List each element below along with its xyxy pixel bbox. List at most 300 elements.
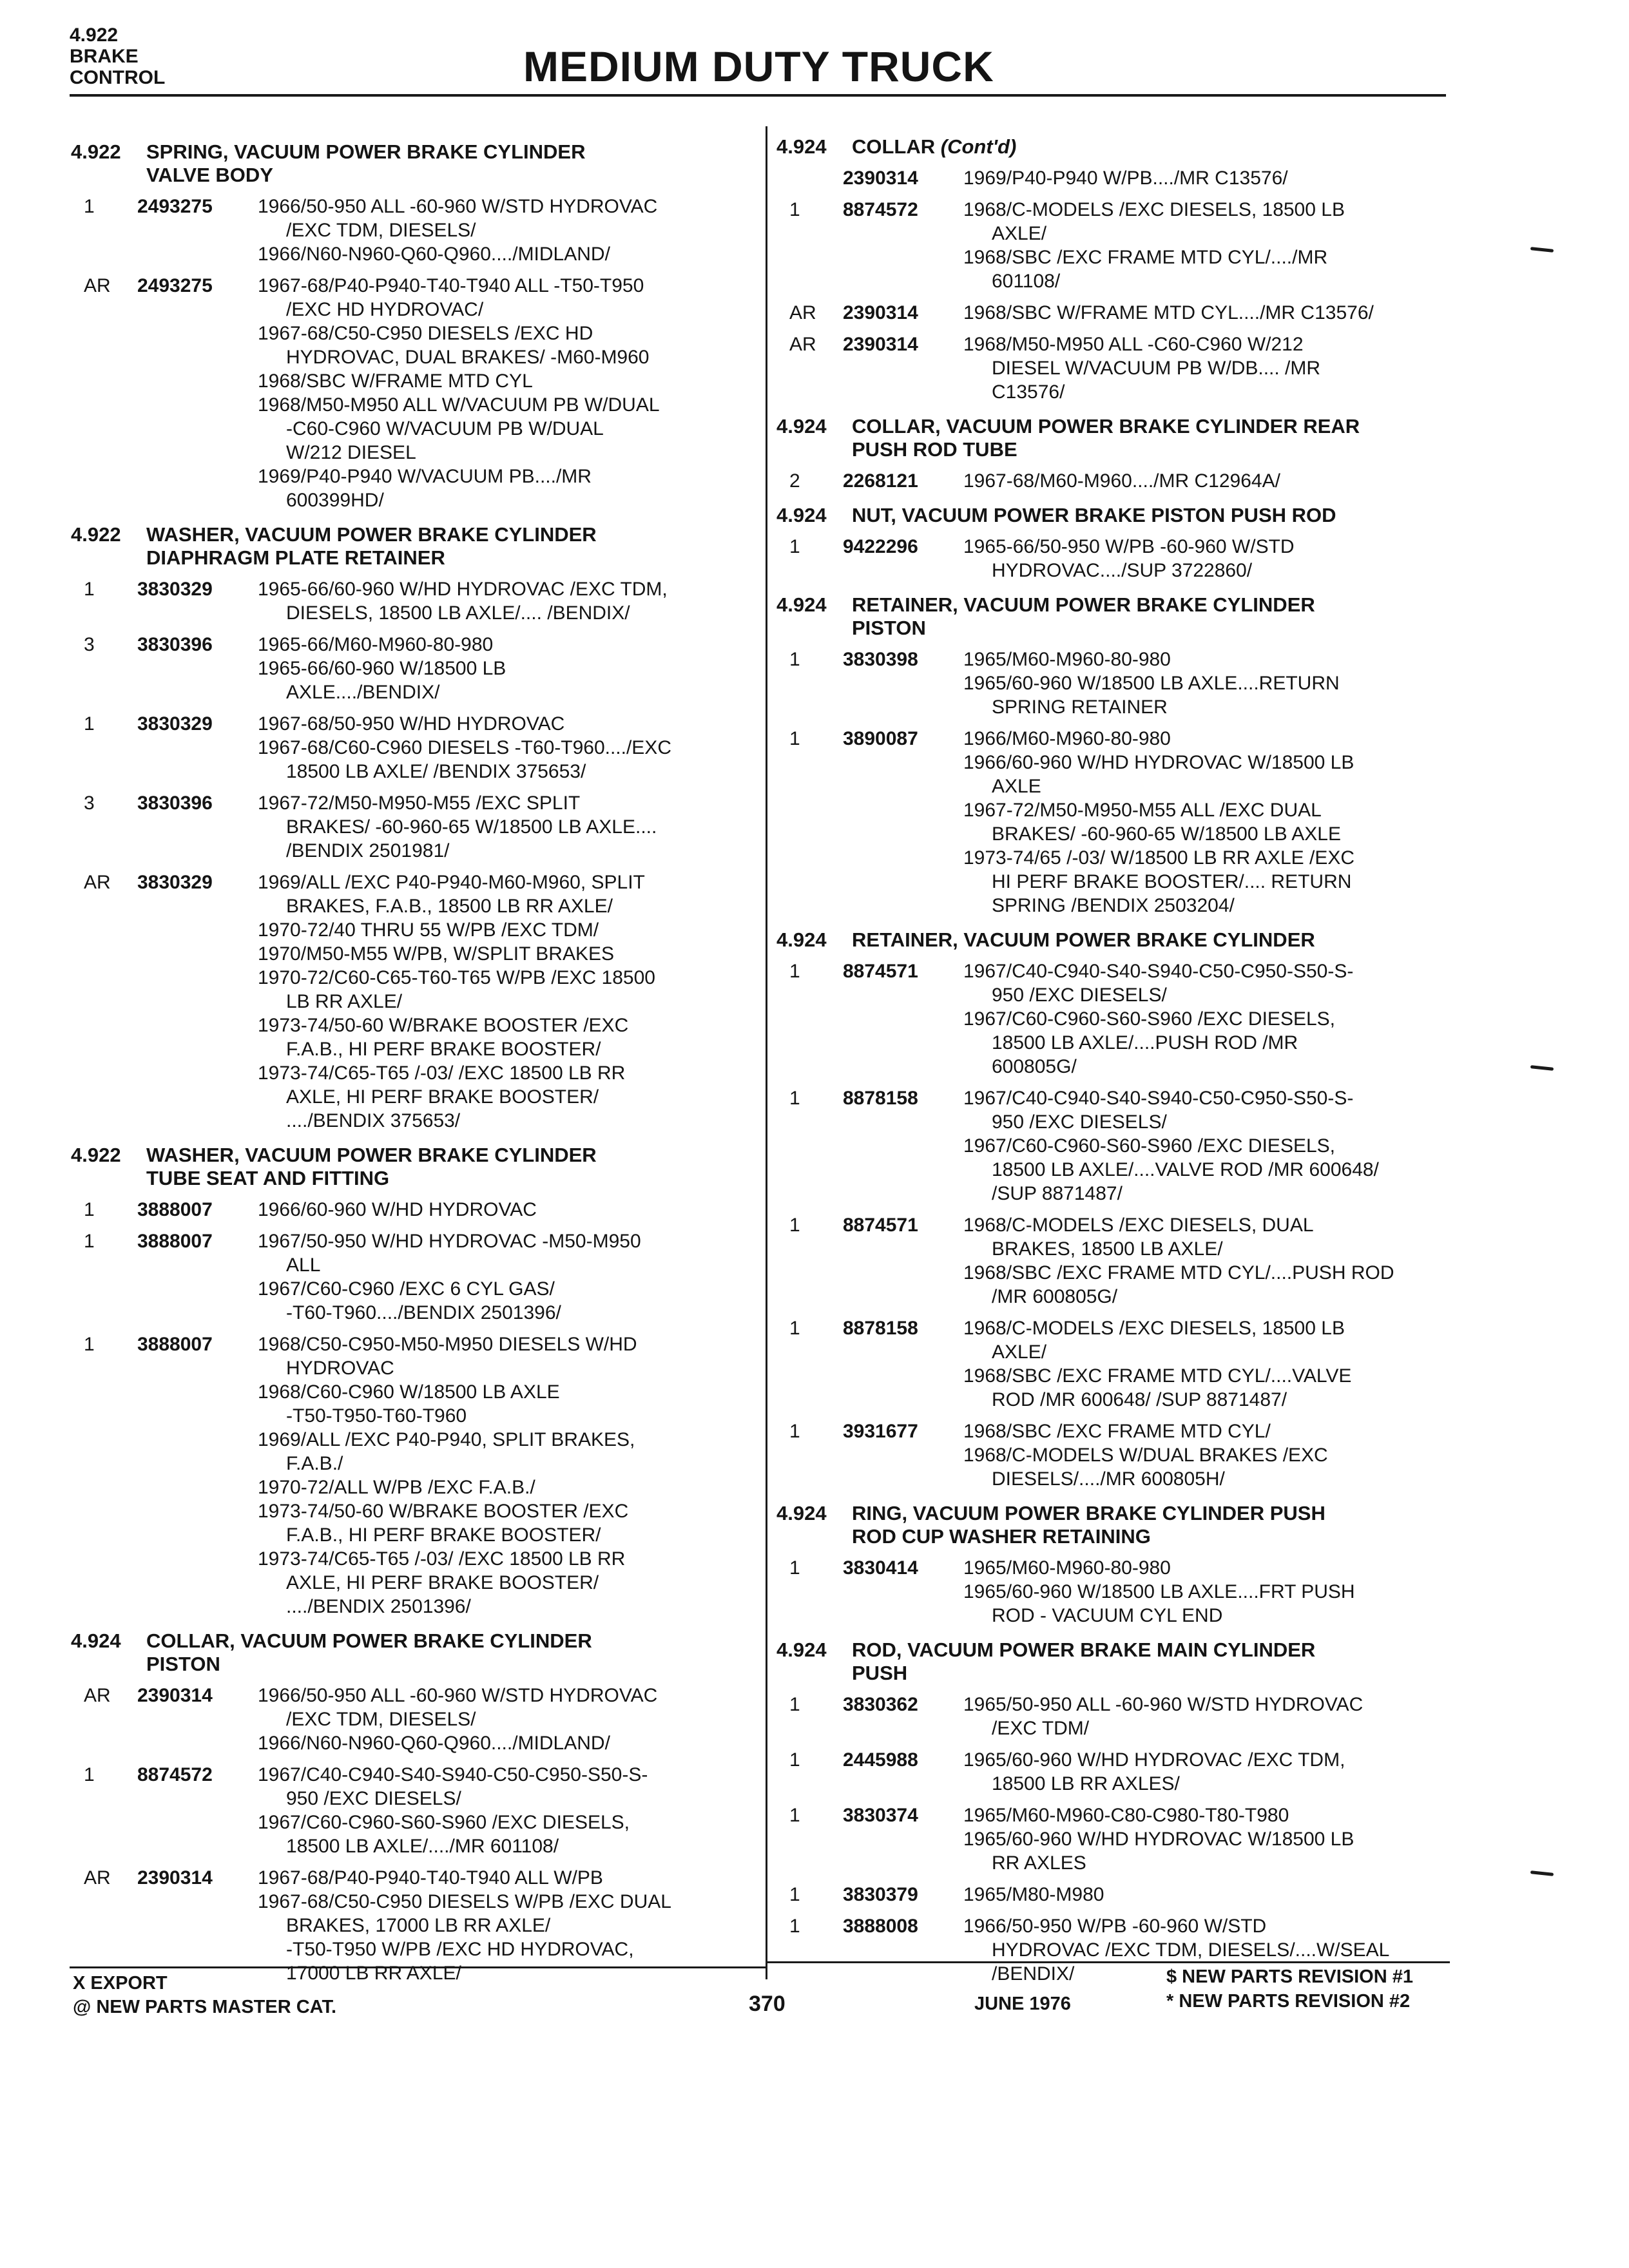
part-quantity: 1 <box>789 1421 800 1442</box>
section-name <box>71 523 760 570</box>
application-line: -C60-C960 W/VACUUM PB W/DUAL <box>286 418 604 439</box>
part-entry <box>71 712 760 783</box>
part-application <box>963 1316 1472 1412</box>
application-line: 1968/SBC /EXC FRAME MTD CYL/..../MR <box>963 247 1328 268</box>
application-line: 1968/C-MODELS /EXC DIESELS, 18500 LB <box>963 1318 1345 1339</box>
part-application <box>258 274 760 512</box>
application-line: 1970/M50-M55 W/PB, W/SPLIT BRAKES <box>258 943 614 965</box>
application-line: -T50-T950 W/PB /EXC HD HYDROVAC, <box>286 1939 634 1960</box>
part-quantity: 3 <box>84 634 95 655</box>
part-number: 2390314 <box>137 1685 213 1706</box>
part-entry <box>776 1556 1472 1628</box>
part-application <box>258 1866 760 1985</box>
application-line: BRAKES, F.A.B., 18500 LB RR AXLE/ <box>286 896 613 917</box>
application-line: 1967-68/C50-C950 DIESELS /EXC HD <box>258 323 593 344</box>
part-quantity: 1 <box>789 1215 800 1236</box>
section-number: 4.924 <box>776 135 827 158</box>
application-line: 18500 LB AXLE/....VALVE ROD /MR 600648/ <box>992 1159 1379 1180</box>
section-name-line: TUBE SEAT AND FITTING <box>146 1167 390 1189</box>
margin-mark <box>1530 1065 1554 1071</box>
application-line: /BENDIX/ <box>992 1963 1075 1984</box>
column-divider <box>766 126 767 1979</box>
left-column <box>71 140 760 1985</box>
application-line: AXLE, HI PERF BRAKE BOOSTER/ <box>286 1572 599 1593</box>
part-application <box>963 301 1472 325</box>
section-name <box>776 504 1472 527</box>
application-line: 1968/SBC /EXC FRAME MTD CYL/....PUSH ROD <box>963 1262 1394 1283</box>
part-number: 3931677 <box>843 1421 918 1442</box>
part-quantity: 1 <box>789 1749 800 1771</box>
application-line: 1967-72/M50-M950-M55 ALL /EXC DUAL <box>963 800 1322 821</box>
publication-date: JUNE 1976 <box>974 1994 1071 2014</box>
application-line: W/212 DIESEL <box>286 442 416 463</box>
application-line: 1965/60-960 W/18500 LB AXLE....RETURN <box>963 673 1340 694</box>
application-line: SPRING RETAINER <box>992 697 1168 718</box>
part-application <box>258 1332 760 1619</box>
application-line: 1965/M80-M980 <box>963 1884 1104 1905</box>
section-number: 4.922 <box>71 140 121 163</box>
section-heading <box>71 523 760 570</box>
header-rule <box>70 94 1446 97</box>
part-quantity: 1 <box>789 1805 800 1826</box>
part-number: 3888007 <box>137 1199 213 1220</box>
application-line: 1967/C60-C960-S60-S960 /EXC DIESELS, <box>963 1008 1335 1030</box>
application-line: F.A.B./ <box>286 1453 343 1474</box>
application-line: LB RR AXLE/ <box>286 991 403 1012</box>
part-quantity: AR <box>789 334 816 355</box>
section-name-line: WASHER, VACUUM POWER BRAKE CYLINDER <box>146 1144 597 1166</box>
part-entry <box>776 1316 1472 1412</box>
part-entry <box>776 648 1472 719</box>
part-application <box>258 1198 760 1222</box>
application-line: DIESEL W/VACUUM PB W/DB.... /MR <box>992 358 1321 379</box>
part-application <box>963 1213 1472 1309</box>
section-name-line: ROD CUP WASHER RETAINING <box>852 1525 1151 1548</box>
application-line: 1968/C60-C960 W/18500 LB AXLE <box>258 1381 560 1403</box>
application-line: 1967/C60-C960-S60-S960 /EXC DIESELS, <box>258 1812 630 1833</box>
application-line: 1966/N60-N960-Q60-Q960..../MIDLAND/ <box>258 244 610 265</box>
application-line: 1967-68/50-950 W/HD HYDROVAC <box>258 713 565 735</box>
application-line: 1973-74/C65-T65 /-03/ /EXC 18500 LB RR <box>258 1548 626 1570</box>
section-heading <box>71 1144 760 1190</box>
part-entry <box>71 1332 760 1619</box>
part-number: 2268121 <box>843 470 918 492</box>
parts-section <box>776 928 1472 1491</box>
section-number: 4.922 <box>71 1144 121 1166</box>
part-application <box>963 198 1472 293</box>
section-name <box>776 593 1472 640</box>
parts-section <box>71 140 760 512</box>
application-line: 1967-68/P40-P940-T40-T940 ALL W/PB <box>258 1867 603 1888</box>
part-number: 2390314 <box>843 302 918 323</box>
application-line: ROD /MR 600648/ /SUP 8871487/ <box>992 1389 1287 1410</box>
part-number: 3888007 <box>137 1231 213 1252</box>
parts-section <box>71 523 760 1133</box>
application-line: 600399HD/ <box>286 490 384 511</box>
application-line: 1965/M60-M960-80-980 <box>963 1557 1171 1579</box>
application-line: BRAKES, 18500 LB AXLE/ <box>992 1238 1223 1260</box>
part-entry <box>776 1419 1472 1491</box>
section-name-line: NUT, VACUUM POWER BRAKE PISTON PUSH ROD <box>852 504 1336 526</box>
part-application <box>963 1803 1472 1875</box>
part-quantity: AR <box>789 302 816 323</box>
section-number: 4.924 <box>776 593 827 616</box>
application-line: 1965-66/50-950 W/PB -60-960 W/STD <box>963 536 1295 557</box>
application-line: 1967-68/M60-M960..../MR C12964A/ <box>963 470 1280 492</box>
application-line: 18500 LB AXLE/....PUSH ROD /MR <box>992 1032 1298 1053</box>
application-line: 1965-66/60-960 W/18500 LB <box>258 658 506 679</box>
application-line: SPRING /BENDIX 2503204/ <box>992 895 1235 916</box>
part-number: 8874572 <box>137 1764 213 1785</box>
part-application <box>963 1693 1472 1740</box>
part-number: 3830329 <box>137 713 213 735</box>
part-application <box>963 469 1472 493</box>
application-line: 1965/M60-M960-80-980 <box>963 649 1171 670</box>
application-line: ALL <box>286 1254 321 1276</box>
part-quantity: 1 <box>789 1916 800 1937</box>
footer-master-cat-note: @ NEW PARTS MASTER CAT. <box>73 1997 337 2017</box>
part-number: 8878158 <box>843 1088 918 1109</box>
part-application <box>963 332 1472 404</box>
part-quantity: 1 <box>789 1088 800 1109</box>
section-name-line: VALVE BODY <box>146 164 273 186</box>
parts-section <box>71 1629 760 1985</box>
part-application <box>963 535 1472 582</box>
part-application <box>963 1556 1472 1628</box>
section-heading <box>776 593 1472 640</box>
application-line: DIESELS, 18500 LB AXLE/.... /BENDIX/ <box>286 602 630 624</box>
part-quantity: AR <box>84 1685 111 1706</box>
application-line: 1967/C40-C940-S40-S940-C50-C950-S50-S- <box>963 1088 1354 1109</box>
application-line: 1973-74/50-60 W/BRAKE BOOSTER /EXC <box>258 1015 629 1036</box>
application-line: 1966/N60-N960-Q60-Q960..../MIDLAND/ <box>258 1733 610 1754</box>
application-line: 1967/C60-C960 /EXC 6 CYL GAS/ <box>258 1278 555 1300</box>
part-entry <box>71 1198 760 1222</box>
part-number: 3888007 <box>137 1334 213 1355</box>
parts-section <box>776 504 1472 582</box>
section-name-line: SPRING, VACUUM POWER BRAKE CYLINDER <box>146 140 586 163</box>
part-application <box>258 577 760 625</box>
section-heading <box>776 1639 1472 1685</box>
application-line: 1966/M60-M960-80-980 <box>963 728 1171 749</box>
part-application <box>963 959 1472 1079</box>
application-line: C13576/ <box>992 381 1065 403</box>
application-line: 1973-74/50-60 W/BRAKE BOOSTER /EXC <box>258 1501 629 1522</box>
application-line: /EXC TDM, DIESELS/ <box>286 220 476 241</box>
revision-1-note: $ NEW PARTS REVISION #1 <box>1166 1966 1413 1987</box>
application-line: AXLE/ <box>992 1341 1047 1363</box>
part-application <box>963 1748 1472 1796</box>
part-entry <box>776 301 1472 325</box>
part-quantity: 1 <box>84 1764 95 1785</box>
parts-section <box>71 1144 760 1619</box>
part-number: 8878158 <box>843 1318 918 1339</box>
application-line: 17000 LB RR AXLE/ <box>286 1963 461 1984</box>
part-application <box>258 870 760 1133</box>
application-line: 600805G/ <box>992 1056 1077 1077</box>
part-number: 3830329 <box>137 579 213 600</box>
part-application <box>258 1684 760 1755</box>
application-line: 1970-72/40 THRU 55 W/PB /EXC TDM/ <box>258 919 599 941</box>
application-line: 1968/SBC /EXC FRAME MTD CYL/ <box>963 1421 1271 1442</box>
part-application <box>963 648 1472 719</box>
part-quantity: 1 <box>84 1199 95 1220</box>
application-line: HI PERF BRAKE BOOSTER/.... RETURN <box>992 871 1352 892</box>
application-line: /MR 600805G/ <box>992 1286 1118 1307</box>
section-number: 4.924 <box>71 1629 121 1652</box>
application-line: F.A.B., HI PERF BRAKE BOOSTER/ <box>286 1524 601 1546</box>
application-line: HYDROVAC, DUAL BRAKES/ -M60-M960 <box>286 347 650 368</box>
section-name-line: PUSH ROD TUBE <box>852 438 1017 461</box>
application-line: F.A.B., HI PERF BRAKE BOOSTER/ <box>286 1039 601 1060</box>
parts-section <box>776 415 1472 493</box>
section-code <box>70 24 165 88</box>
application-line: 950 /EXC DIESELS/ <box>992 985 1167 1006</box>
part-entry <box>71 274 760 512</box>
part-number: 3830329 <box>137 872 213 893</box>
part-number: 3830374 <box>843 1805 918 1826</box>
application-line: -T60-T960..../BENDIX 2501396/ <box>286 1302 561 1323</box>
section-code-line-3: CONTROL <box>70 67 166 88</box>
part-number: 3888008 <box>843 1916 918 1937</box>
application-line: 1969/ALL /EXC P40-P940-M60-M960, SPLIT <box>258 872 645 893</box>
application-line: 1965/60-960 W/HD HYDROVAC W/18500 LB <box>963 1829 1354 1850</box>
part-quantity: AR <box>84 1867 111 1888</box>
application-line: 1970-72/C60-C65-T60-T65 W/PB /EXC 18500 <box>258 967 655 988</box>
section-name-line: COLLAR, VACUUM POWER BRAKE CYLINDER <box>146 1629 592 1652</box>
section-heading <box>776 504 1472 527</box>
part-number: 2493275 <box>137 275 213 296</box>
parts-section <box>776 1502 1472 1628</box>
application-line: /EXC HD HYDROVAC/ <box>286 299 484 320</box>
application-line: 601108/ <box>992 271 1061 292</box>
part-entry <box>776 1883 1472 1907</box>
part-quantity: 1 <box>84 1231 95 1252</box>
part-number: 3830414 <box>843 1557 918 1579</box>
part-application <box>963 1883 1472 1907</box>
section-code-line-2: BRAKE <box>70 46 139 67</box>
application-line: 1965/50-950 ALL -60-960 W/STD HYDROVAC <box>963 1694 1364 1715</box>
part-application <box>963 166 1472 190</box>
application-line: 1973-74/65 /-03/ W/18500 LB RR AXLE /EXC <box>963 847 1355 869</box>
section-heading <box>776 1502 1472 1548</box>
application-line: 1966/60-960 W/HD HYDROVAC W/18500 LB <box>963 752 1354 773</box>
part-entry <box>776 959 1472 1079</box>
section-heading <box>71 140 760 187</box>
application-line: /BENDIX 2501981/ <box>286 840 450 861</box>
right-column <box>776 135 1472 1986</box>
application-line: 18500 LB AXLE/..../MR 601108/ <box>286 1836 559 1857</box>
application-line: 1967/50-950 W/HD HYDROVAC -M50-M950 <box>258 1231 641 1252</box>
application-line: AXLE <box>992 776 1041 797</box>
part-entry <box>776 727 1472 918</box>
application-line: 1969/P40-P940 W/VACUUM PB..../MR <box>258 466 592 487</box>
section-name-line: DIAPHRAGM PLATE RETAINER <box>146 546 445 569</box>
part-number: 9422296 <box>843 536 918 557</box>
application-line: 1968/C-MODELS W/DUAL BRAKES /EXC <box>963 1445 1328 1466</box>
application-line: 1968/C-MODELS /EXC DIESELS, 18500 LB <box>963 199 1345 220</box>
part-quantity: 1 <box>789 649 800 670</box>
application-line: 1968/SBC /EXC FRAME MTD CYL/....VALVE <box>963 1365 1352 1387</box>
section-name-line <box>852 135 1472 159</box>
application-line: 1967-68/C50-C950 DIESELS W/PB /EXC DUAL <box>258 1891 671 1912</box>
application-line: 1968/C-MODELS /EXC DIESELS, DUAL <box>963 1215 1314 1236</box>
parts-section <box>776 593 1472 918</box>
application-line: 1966/50-950 W/PB -60-960 W/STD <box>963 1916 1267 1937</box>
part-application <box>258 633 760 704</box>
section-number: 4.924 <box>776 504 827 526</box>
application-line: 1968/C50-C950-M50-M950 DIESELS W/HD <box>258 1334 637 1355</box>
continued-note: (Cont'd) <box>940 135 1017 158</box>
part-quantity: 2 <box>789 470 800 492</box>
application-line: AXLE, HI PERF BRAKE BOOSTER/ <box>286 1086 599 1108</box>
part-number: 8874571 <box>843 1215 918 1236</box>
application-line: 1973-74/C65-T65 /-03/ /EXC 18500 LB RR <box>258 1062 626 1084</box>
section-name-line: ROD, VACUUM POWER BRAKE MAIN CYLINDER <box>852 1639 1316 1661</box>
part-quantity: 1 <box>789 1318 800 1339</box>
application-line: AXLE/ <box>992 223 1047 244</box>
application-line: RR AXLES <box>992 1852 1086 1874</box>
application-line: 1969/P40-P940 W/PB..../MR C13576/ <box>963 168 1288 189</box>
part-application <box>963 1419 1472 1491</box>
part-number: 8874572 <box>843 199 918 220</box>
parts-section <box>776 135 1472 404</box>
part-quantity: 1 <box>84 1334 95 1355</box>
application-line: HYDROVAC..../SUP 3722860/ <box>992 560 1253 581</box>
section-heading <box>776 415 1472 461</box>
application-line: BRAKES/ -60-960-65 W/18500 LB AXLE.... <box>286 816 657 838</box>
part-entry <box>71 870 760 1133</box>
part-quantity: 1 <box>789 536 800 557</box>
section-name <box>776 415 1472 461</box>
part-entry <box>776 332 1472 404</box>
application-line: 1965-66/60-960 W/HD HYDROVAC /EXC TDM, <box>258 579 668 600</box>
application-line: ROD - VACUUM CYL END <box>992 1605 1223 1626</box>
application-line: 1968/SBC W/FRAME MTD CYL <box>258 370 533 392</box>
part-number: 2390314 <box>843 334 918 355</box>
part-application <box>258 791 760 863</box>
part-entry <box>71 1763 760 1858</box>
section-heading <box>71 1629 760 1676</box>
part-application <box>963 727 1472 918</box>
part-quantity: 3 <box>84 793 95 814</box>
application-line: ..../BENDIX 375653/ <box>286 1110 461 1131</box>
part-quantity: 1 <box>789 1884 800 1905</box>
application-line: 1967/C40-C940-S40-S940-C50-C950-S50-S- <box>963 961 1354 982</box>
section-name-line: WASHER, VACUUM POWER BRAKE CYLINDER <box>146 523 597 546</box>
part-quantity: 1 <box>789 199 800 220</box>
part-number: 3890087 <box>843 728 918 749</box>
application-line: 950 /EXC DIESELS/ <box>286 1788 461 1809</box>
part-quantity: 1 <box>84 196 95 217</box>
application-line: 1967-68/C60-C960 DIESELS -T60-T960..../EXC <box>258 737 671 758</box>
section-name-line: RING, VACUUM POWER BRAKE CYLINDER PUSH <box>852 1502 1325 1524</box>
section-number: 4.924 <box>776 1639 827 1661</box>
part-application <box>258 195 760 266</box>
part-number: 2493275 <box>137 196 213 217</box>
part-entry <box>71 195 760 266</box>
application-line: ..../BENDIX 2501396/ <box>286 1596 471 1617</box>
part-entry <box>776 1086 1472 1206</box>
revision-2-note: * NEW PARTS REVISION #2 <box>1166 1991 1411 2012</box>
application-line: 1968/M50-M950 ALL -C60-C960 W/212 <box>963 334 1304 355</box>
section-code-number: 4.922 <box>70 24 119 46</box>
part-entry <box>71 1229 760 1325</box>
part-quantity: AR <box>84 872 111 893</box>
part-quantity: 1 <box>789 961 800 982</box>
section-name-line: COLLAR, VACUUM POWER BRAKE CYLINDER REAR <box>852 415 1360 437</box>
part-quantity: 1 <box>789 728 800 749</box>
application-line: /EXC TDM, DIESELS/ <box>286 1709 476 1730</box>
application-line: DIESELS/..../MR 600805H/ <box>992 1468 1225 1490</box>
application-line: 1967/C60-C960-S60-S960 /EXC DIESELS, <box>963 1135 1335 1157</box>
application-line: HYDROVAC <box>286 1358 394 1379</box>
part-number: 3830396 <box>137 634 213 655</box>
application-line: -T50-T950-T60-T960 <box>286 1405 467 1427</box>
footer-export-note: X EXPORT <box>73 1973 168 1994</box>
part-number: 2390314 <box>137 1867 213 1888</box>
part-entry <box>776 535 1472 582</box>
application-line: 1966/50-950 ALL -60-960 W/STD HYDROVAC <box>258 196 658 217</box>
application-line: 1965-66/M60-M960-80-980 <box>258 634 494 655</box>
section-number: 4.924 <box>776 1502 827 1524</box>
section-heading <box>776 135 1472 159</box>
part-entry <box>71 577 760 625</box>
part-application <box>258 1763 760 1858</box>
application-line: BRAKES, 17000 LB RR AXLE/ <box>286 1915 551 1936</box>
part-entry <box>71 1866 760 1985</box>
margin-mark <box>1530 1870 1554 1876</box>
part-number: 3830398 <box>843 649 918 670</box>
application-line: 1965/M60-M960-C80-C980-T80-T980 <box>963 1805 1289 1826</box>
section-name-line: PISTON <box>852 617 926 639</box>
application-line: 1967/C40-C940-S40-S940-C50-C950-S50-S- <box>258 1764 648 1785</box>
part-entry <box>776 1748 1472 1796</box>
section-heading <box>776 928 1472 952</box>
application-line: /SUP 8871487/ <box>992 1183 1123 1204</box>
application-line: 1968/M50-M950 ALL W/VACUUM PB W/DUAL <box>258 394 660 416</box>
application-line: 1969/ALL /EXC P40-P940, SPLIT BRAKES, <box>258 1429 635 1450</box>
section-name <box>776 1502 1472 1548</box>
part-number: 3830379 <box>843 1884 918 1905</box>
parts-section <box>776 1639 1472 1986</box>
section-number: 4.922 <box>71 523 121 546</box>
part-entry <box>71 791 760 863</box>
part-entry <box>776 198 1472 293</box>
part-number: 2390314 <box>843 168 918 189</box>
part-quantity: 1 <box>84 713 95 735</box>
section-number: 4.924 <box>776 415 827 437</box>
section-name-text: COLLAR <box>852 135 936 158</box>
application-line: 1970-72/ALL W/PB /EXC F.A.B./ <box>258 1477 535 1498</box>
section-number: 4.924 <box>776 928 827 951</box>
section-name <box>776 928 1472 952</box>
section-name <box>776 1639 1472 1685</box>
margin-mark <box>1530 247 1554 253</box>
part-entry <box>776 1693 1472 1740</box>
application-line: HYDROVAC /EXC TDM, DIESELS/....W/SEAL <box>992 1939 1390 1961</box>
part-application <box>258 1229 760 1325</box>
section-name-line: RETAINER, VACUUM POWER BRAKE CYLINDER <box>852 593 1315 616</box>
application-line: 1966/60-960 W/HD HYDROVAC <box>258 1199 537 1220</box>
application-line: BRAKES/ -60-960-65 W/18500 LB AXLE <box>992 823 1341 845</box>
application-line: 1966/50-950 ALL -60-960 W/STD HYDROVAC <box>258 1685 658 1706</box>
section-name-line: PISTON <box>146 1653 220 1675</box>
application-line: 18500 LB AXLE/ /BENDIX 375653/ <box>286 761 586 782</box>
application-line: 18500 LB RR AXLES/ <box>992 1773 1180 1794</box>
part-number: 2445988 <box>843 1749 918 1771</box>
part-quantity: AR <box>84 275 111 296</box>
